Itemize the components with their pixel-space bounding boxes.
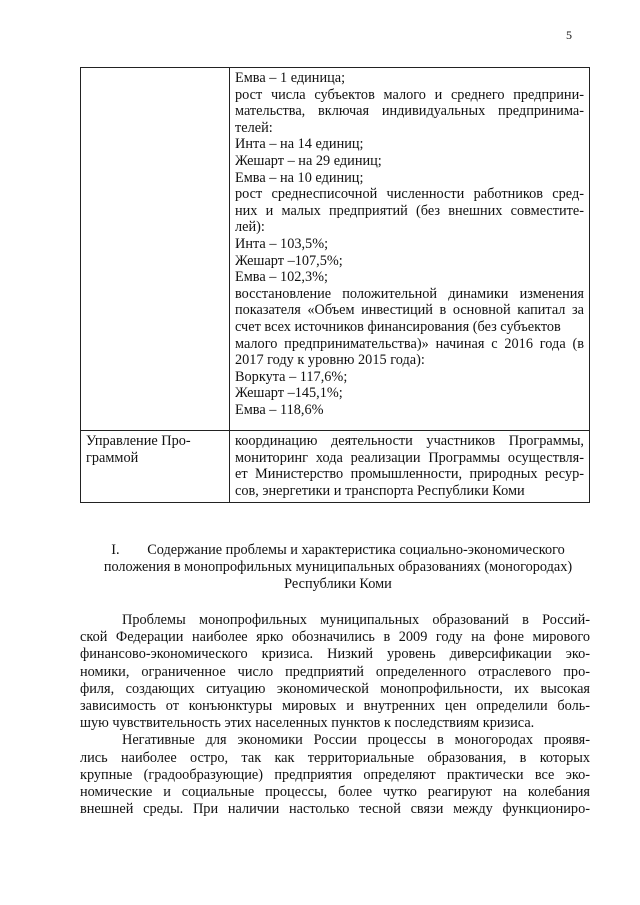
section-title-line: Республики Коми bbox=[284, 575, 392, 592]
table-text-line: сов, энергетики и транспорта Республики Коми bbox=[235, 482, 525, 499]
table-text-line: телей: bbox=[235, 119, 273, 136]
table-text-line: мониторинг хода реализации Программы осуществля- bbox=[235, 449, 584, 466]
table-cell-management bbox=[230, 431, 590, 503]
paragraph-line: номические и социальные процессы, более чутко реагируют на колебания bbox=[80, 784, 590, 801]
table-cell-label bbox=[81, 68, 230, 431]
table-text-line: рост среднесписочной численности работников сред- bbox=[235, 186, 584, 203]
table-text-line: Емва – 102,3%; bbox=[235, 269, 329, 286]
table-cell-indicators bbox=[230, 68, 590, 431]
paragraph-line: зависимость от конъюнктуры мировых и внутренних цен определили боль- bbox=[80, 698, 590, 715]
table-text-line: малого предпринимательства)» начиная с 2016 года (в bbox=[235, 335, 584, 352]
table-text-line: восстановление положительной динамики изменения bbox=[235, 285, 584, 302]
section-title-line: положения в монопрофильных муниципальных образованиях (моногородах) bbox=[103, 558, 573, 575]
table-text-line: них и малых предприятий (без внешних совместите- bbox=[235, 202, 584, 219]
body-text bbox=[80, 612, 590, 818]
table-text-line: Жешарт –107,5%; bbox=[235, 252, 343, 269]
page-number: 5 bbox=[566, 28, 572, 42]
paragraph-line: финансово-экономического кризиса. Низкий уровень диверсификации эко- bbox=[80, 646, 590, 663]
table-text-line: Инта – на 14 единиц; bbox=[235, 136, 364, 153]
program-passport-table bbox=[80, 67, 590, 503]
table-text-line: Емва – на 10 единиц; bbox=[235, 169, 364, 186]
table-text-line: 2017 году к уровню 2015 года): bbox=[235, 352, 425, 369]
paragraph-line: ской Федерации наиболее ярко обозначились в 2009 году на фоне мирового bbox=[80, 629, 590, 646]
table-row bbox=[81, 68, 590, 431]
table-text-line: Емва – 118,6% bbox=[235, 401, 324, 418]
table-text-line: показателя «Объем инвестиций в основной капитал за bbox=[235, 302, 584, 319]
section-number: I. bbox=[111, 542, 120, 558]
table-text-line: Жешарт – на 29 единиц; bbox=[235, 152, 382, 169]
table-label-line: граммой bbox=[86, 449, 139, 466]
paragraph-line: номики, ограниченное число предприятий определенного отраслевого про- bbox=[80, 663, 590, 680]
section-heading bbox=[78, 542, 598, 592]
table-cell-label bbox=[81, 431, 230, 503]
table-label-line: Управление Про- bbox=[86, 433, 191, 449]
table-text-line: Инта – 103,5%; bbox=[235, 235, 329, 252]
table-text-line: координацию деятельности участников Программы, bbox=[235, 433, 584, 449]
table-text-line: ет Министерство промышленности, природных ресур- bbox=[235, 466, 584, 483]
table-text-line: Воркута – 117,6%; bbox=[235, 368, 348, 385]
paragraph-line: лись наиболее остро, так как территориальные образования, в которых bbox=[80, 749, 590, 766]
table-text-line: мательства, включая индивидуальных предпринима- bbox=[235, 103, 584, 120]
paragraph bbox=[80, 732, 590, 818]
section-heading-line bbox=[78, 542, 598, 559]
paragraph-line: Проблемы монопрофильных муниципальных образований в Россий- bbox=[122, 612, 590, 628]
paragraph-line: шую чувствительность этих населенных пунктов к последствиям кризиса. bbox=[80, 715, 535, 732]
table-text-line: счет всех источников финансирования (без субъектов bbox=[235, 318, 561, 335]
table-text-line: Емва – 1 единица; bbox=[235, 70, 346, 86]
paragraph-line: филя, создающих ситуацию экономической монопрофильности, их высокая bbox=[80, 680, 590, 697]
table-text-line: лей): bbox=[235, 219, 265, 236]
section-title-line: Содержание проблемы и характеристика социально-экономического bbox=[147, 542, 565, 558]
paragraph bbox=[80, 612, 590, 732]
table-text-line: Жешарт –145,1%; bbox=[235, 385, 343, 402]
paragraph-line: внешней среды. При наличии настолько тесной связи между функциониро- bbox=[80, 801, 590, 818]
table-row bbox=[81, 431, 590, 503]
table-text-line: рост числа субъектов малого и среднего предприни- bbox=[235, 86, 584, 103]
paragraph-line: Негативные для экономики России процессы в моногородах проявя- bbox=[122, 732, 590, 749]
paragraph-line: крупные (градообразующие) предприятия определяют практически все эко- bbox=[80, 766, 590, 783]
